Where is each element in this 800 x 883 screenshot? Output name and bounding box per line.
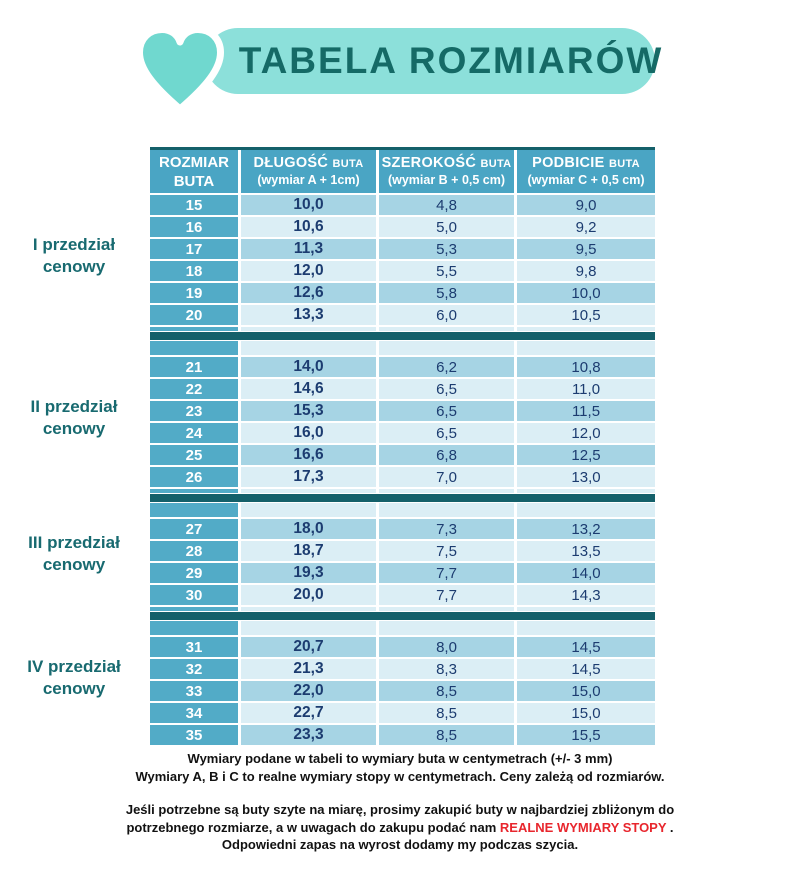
instep-cell: 12,0 [517, 423, 655, 443]
size-cell: 33 [150, 681, 238, 701]
separator-pad [150, 621, 655, 635]
header-text: BUTA [332, 158, 364, 170]
size-table [150, 147, 655, 747]
group-separator [150, 607, 655, 635]
size-cell: 29 [150, 563, 238, 583]
group-label-line: cenowy [42, 679, 106, 698]
size-cell: 19 [150, 283, 238, 303]
size-cell: 15 [150, 195, 238, 215]
table-row-size-33 [150, 681, 655, 701]
instep-cell: 14,5 [517, 637, 655, 657]
table-row-size-28 [150, 541, 655, 561]
table-header-row [150, 147, 655, 193]
table-row-size-24 [150, 423, 655, 443]
instep-cell: 11,5 [517, 401, 655, 421]
heart-icon [130, 22, 230, 122]
table-row-size-31 [150, 637, 655, 657]
width-cell: 5,0 [379, 217, 514, 237]
instep-cell: 13,0 [517, 467, 655, 487]
group-1-rows [150, 195, 655, 325]
instep-cell: 9,8 [517, 261, 655, 281]
width-cell: 4,8 [379, 195, 514, 215]
width-cell: 5,8 [379, 283, 514, 303]
header-text: PODBICIE [532, 155, 605, 171]
length-cell: 14,0 [241, 357, 376, 377]
width-cell: 7,7 [379, 563, 514, 583]
size-cell: 30 [150, 585, 238, 605]
group-label-line: II przedział [30, 397, 118, 416]
length-cell: 16,0 [241, 423, 376, 443]
group-label-3 [0, 532, 148, 576]
separator-pad [150, 607, 655, 611]
length-cell: 22,7 [241, 703, 376, 723]
width-cell: 8,5 [379, 703, 514, 723]
header-text: SZEROKOŚĆ [381, 155, 477, 171]
instep-cell: 14,0 [517, 563, 655, 583]
note-measurements-line1: Wymiary podane w tabeli to wymiary buta w centymetrach (+/- 3 mm) [187, 751, 613, 766]
table-row-size-25 [150, 445, 655, 465]
group-4-rows [150, 637, 655, 745]
length-cell: 16,6 [241, 445, 376, 465]
length-cell: 21,3 [241, 659, 376, 679]
size-cell: 32 [150, 659, 238, 679]
header-shoe-size [150, 150, 238, 193]
instep-cell: 14,3 [517, 585, 655, 605]
instep-cell: 12,5 [517, 445, 655, 465]
instep-cell: 9,0 [517, 195, 655, 215]
width-cell: 7,0 [379, 467, 514, 487]
group-separator [150, 489, 655, 517]
header-text: BUTA [173, 172, 215, 190]
width-cell: 6,5 [379, 423, 514, 443]
header-shoe-instep [517, 150, 655, 193]
instep-cell: 9,5 [517, 239, 655, 259]
size-cell: 20 [150, 305, 238, 325]
header-subtext: (wymiar C + 0,5 cm) [527, 173, 645, 187]
width-cell: 8,5 [379, 681, 514, 701]
width-cell: 6,2 [379, 357, 514, 377]
instep-cell: 14,5 [517, 659, 655, 679]
note-custom-line2 [0, 819, 800, 837]
length-cell: 17,3 [241, 467, 376, 487]
table-row-size-17 [150, 239, 655, 259]
size-cell: 23 [150, 401, 238, 421]
table-row-size-15 [150, 195, 655, 215]
table-row-size-29 [150, 563, 655, 583]
size-cell: 21 [150, 357, 238, 377]
table-row-size-30 [150, 585, 655, 605]
title-banner [205, 28, 664, 94]
header-text: BUTA [480, 158, 512, 170]
size-cell: 17 [150, 239, 238, 259]
instep-cell: 15,0 [517, 681, 655, 701]
length-cell: 18,0 [241, 519, 376, 539]
separator-bar [150, 494, 655, 502]
group-2-rows [150, 357, 655, 487]
instep-cell: 11,0 [517, 379, 655, 399]
separator-pad [150, 503, 655, 517]
header-text: BUTA [608, 158, 640, 170]
instep-cell: 10,8 [517, 357, 655, 377]
length-cell: 23,3 [241, 725, 376, 745]
page-title: TABELA ROZMIARÓW [238, 40, 664, 81]
size-cell: 27 [150, 519, 238, 539]
width-cell: 8,3 [379, 659, 514, 679]
instep-cell: 13,5 [517, 541, 655, 561]
width-cell: 7,5 [379, 541, 514, 561]
header-subtext: (wymiar B + 0,5 cm) [387, 173, 506, 187]
length-cell: 12,6 [241, 283, 376, 303]
size-cell: 31 [150, 637, 238, 657]
table-row-size-23 [150, 401, 655, 421]
instep-cell: 15,5 [517, 725, 655, 745]
size-cell: 35 [150, 725, 238, 745]
note-text: potrzebnego rozmiarze, a w uwagach do zakupu podać nam [126, 819, 500, 835]
group-label-line: III przedział [28, 533, 120, 552]
length-cell: 19,3 [241, 563, 376, 583]
separator-bar [150, 612, 655, 620]
group-label-line: cenowy [42, 419, 106, 438]
length-cell: 12,0 [241, 261, 376, 281]
header-shoe-width [379, 150, 514, 193]
note-measurements-line2: Wymiary A, B i C to realne wymiary stopy w centymetrach. Ceny zależą od rozmiarów. [135, 768, 665, 784]
note-text: . [666, 819, 674, 835]
group-label-1 [0, 234, 148, 278]
group-label-2 [0, 396, 148, 440]
group-3-rows [150, 519, 655, 605]
width-cell: 5,3 [379, 239, 514, 259]
header-shoe-length [241, 150, 376, 193]
length-cell: 10,0 [241, 195, 376, 215]
group-label-4 [0, 656, 148, 700]
size-cell: 24 [150, 423, 238, 443]
width-cell: 6,5 [379, 379, 514, 399]
table-row-size-16 [150, 217, 655, 237]
separator-pad [150, 327, 655, 331]
table-row-size-27 [150, 519, 655, 539]
size-cell: 18 [150, 261, 238, 281]
width-cell: 7,3 [379, 519, 514, 539]
group-label-line: I przedział [32, 235, 116, 254]
footer-notes [0, 750, 800, 854]
table-row-size-22 [150, 379, 655, 399]
width-cell: 8,5 [379, 725, 514, 745]
width-cell: 7,7 [379, 585, 514, 605]
group-separator [150, 327, 655, 355]
length-cell: 22,0 [241, 681, 376, 701]
length-cell: 13,3 [241, 305, 376, 325]
size-cell: 22 [150, 379, 238, 399]
header-text: DŁUGOŚĆ [253, 155, 329, 171]
width-cell: 6,5 [379, 401, 514, 421]
separator-bar [150, 332, 655, 340]
separator-pad [150, 489, 655, 493]
length-cell: 20,0 [241, 585, 376, 605]
group-label-line: cenowy [42, 555, 106, 574]
table-row-size-32 [150, 659, 655, 679]
width-cell: 8,0 [379, 637, 514, 657]
real-foot-measurements-warning: REALNE WYMIARY STOPY [499, 819, 667, 835]
table-row-size-21 [150, 357, 655, 377]
size-cell: 25 [150, 445, 238, 465]
length-cell: 20,7 [241, 637, 376, 657]
table-row-size-35 [150, 725, 655, 745]
instep-cell: 10,0 [517, 283, 655, 303]
length-cell: 14,6 [241, 379, 376, 399]
group-label-line: IV przedział [27, 657, 121, 676]
header-subtext: (wymiar A + 1cm) [257, 173, 360, 187]
note-custom-line1: Jeśli potrzebne są buty szyte na miarę, prosimy zakupić buty w najbardziej zbliżonym do [125, 802, 675, 817]
size-cell: 26 [150, 467, 238, 487]
table-row-size-20 [150, 305, 655, 325]
group-label-line: cenowy [42, 257, 106, 276]
size-cell: 28 [150, 541, 238, 561]
instep-cell: 9,2 [517, 217, 655, 237]
header-text: ROZMIAR [159, 153, 229, 171]
width-cell: 6,8 [379, 445, 514, 465]
table-row-size-19 [150, 283, 655, 303]
size-cell: 16 [150, 217, 238, 237]
table-row-size-26 [150, 467, 655, 487]
header-banner [0, 0, 800, 120]
instep-cell: 10,5 [517, 305, 655, 325]
length-cell: 10,6 [241, 217, 376, 237]
length-cell: 11,3 [241, 239, 376, 259]
table-row-size-34 [150, 703, 655, 723]
note-custom-line3: Odpowiedni zapas na wyrost dodamy my podczas szycia. [221, 837, 579, 852]
table-row-size-18 [150, 261, 655, 281]
separator-pad [150, 341, 655, 355]
instep-cell: 13,2 [517, 519, 655, 539]
size-cell: 34 [150, 703, 238, 723]
width-cell: 6,0 [379, 305, 514, 325]
length-cell: 15,3 [241, 401, 376, 421]
instep-cell: 15,0 [517, 703, 655, 723]
width-cell: 5,5 [379, 261, 514, 281]
length-cell: 18,7 [241, 541, 376, 561]
